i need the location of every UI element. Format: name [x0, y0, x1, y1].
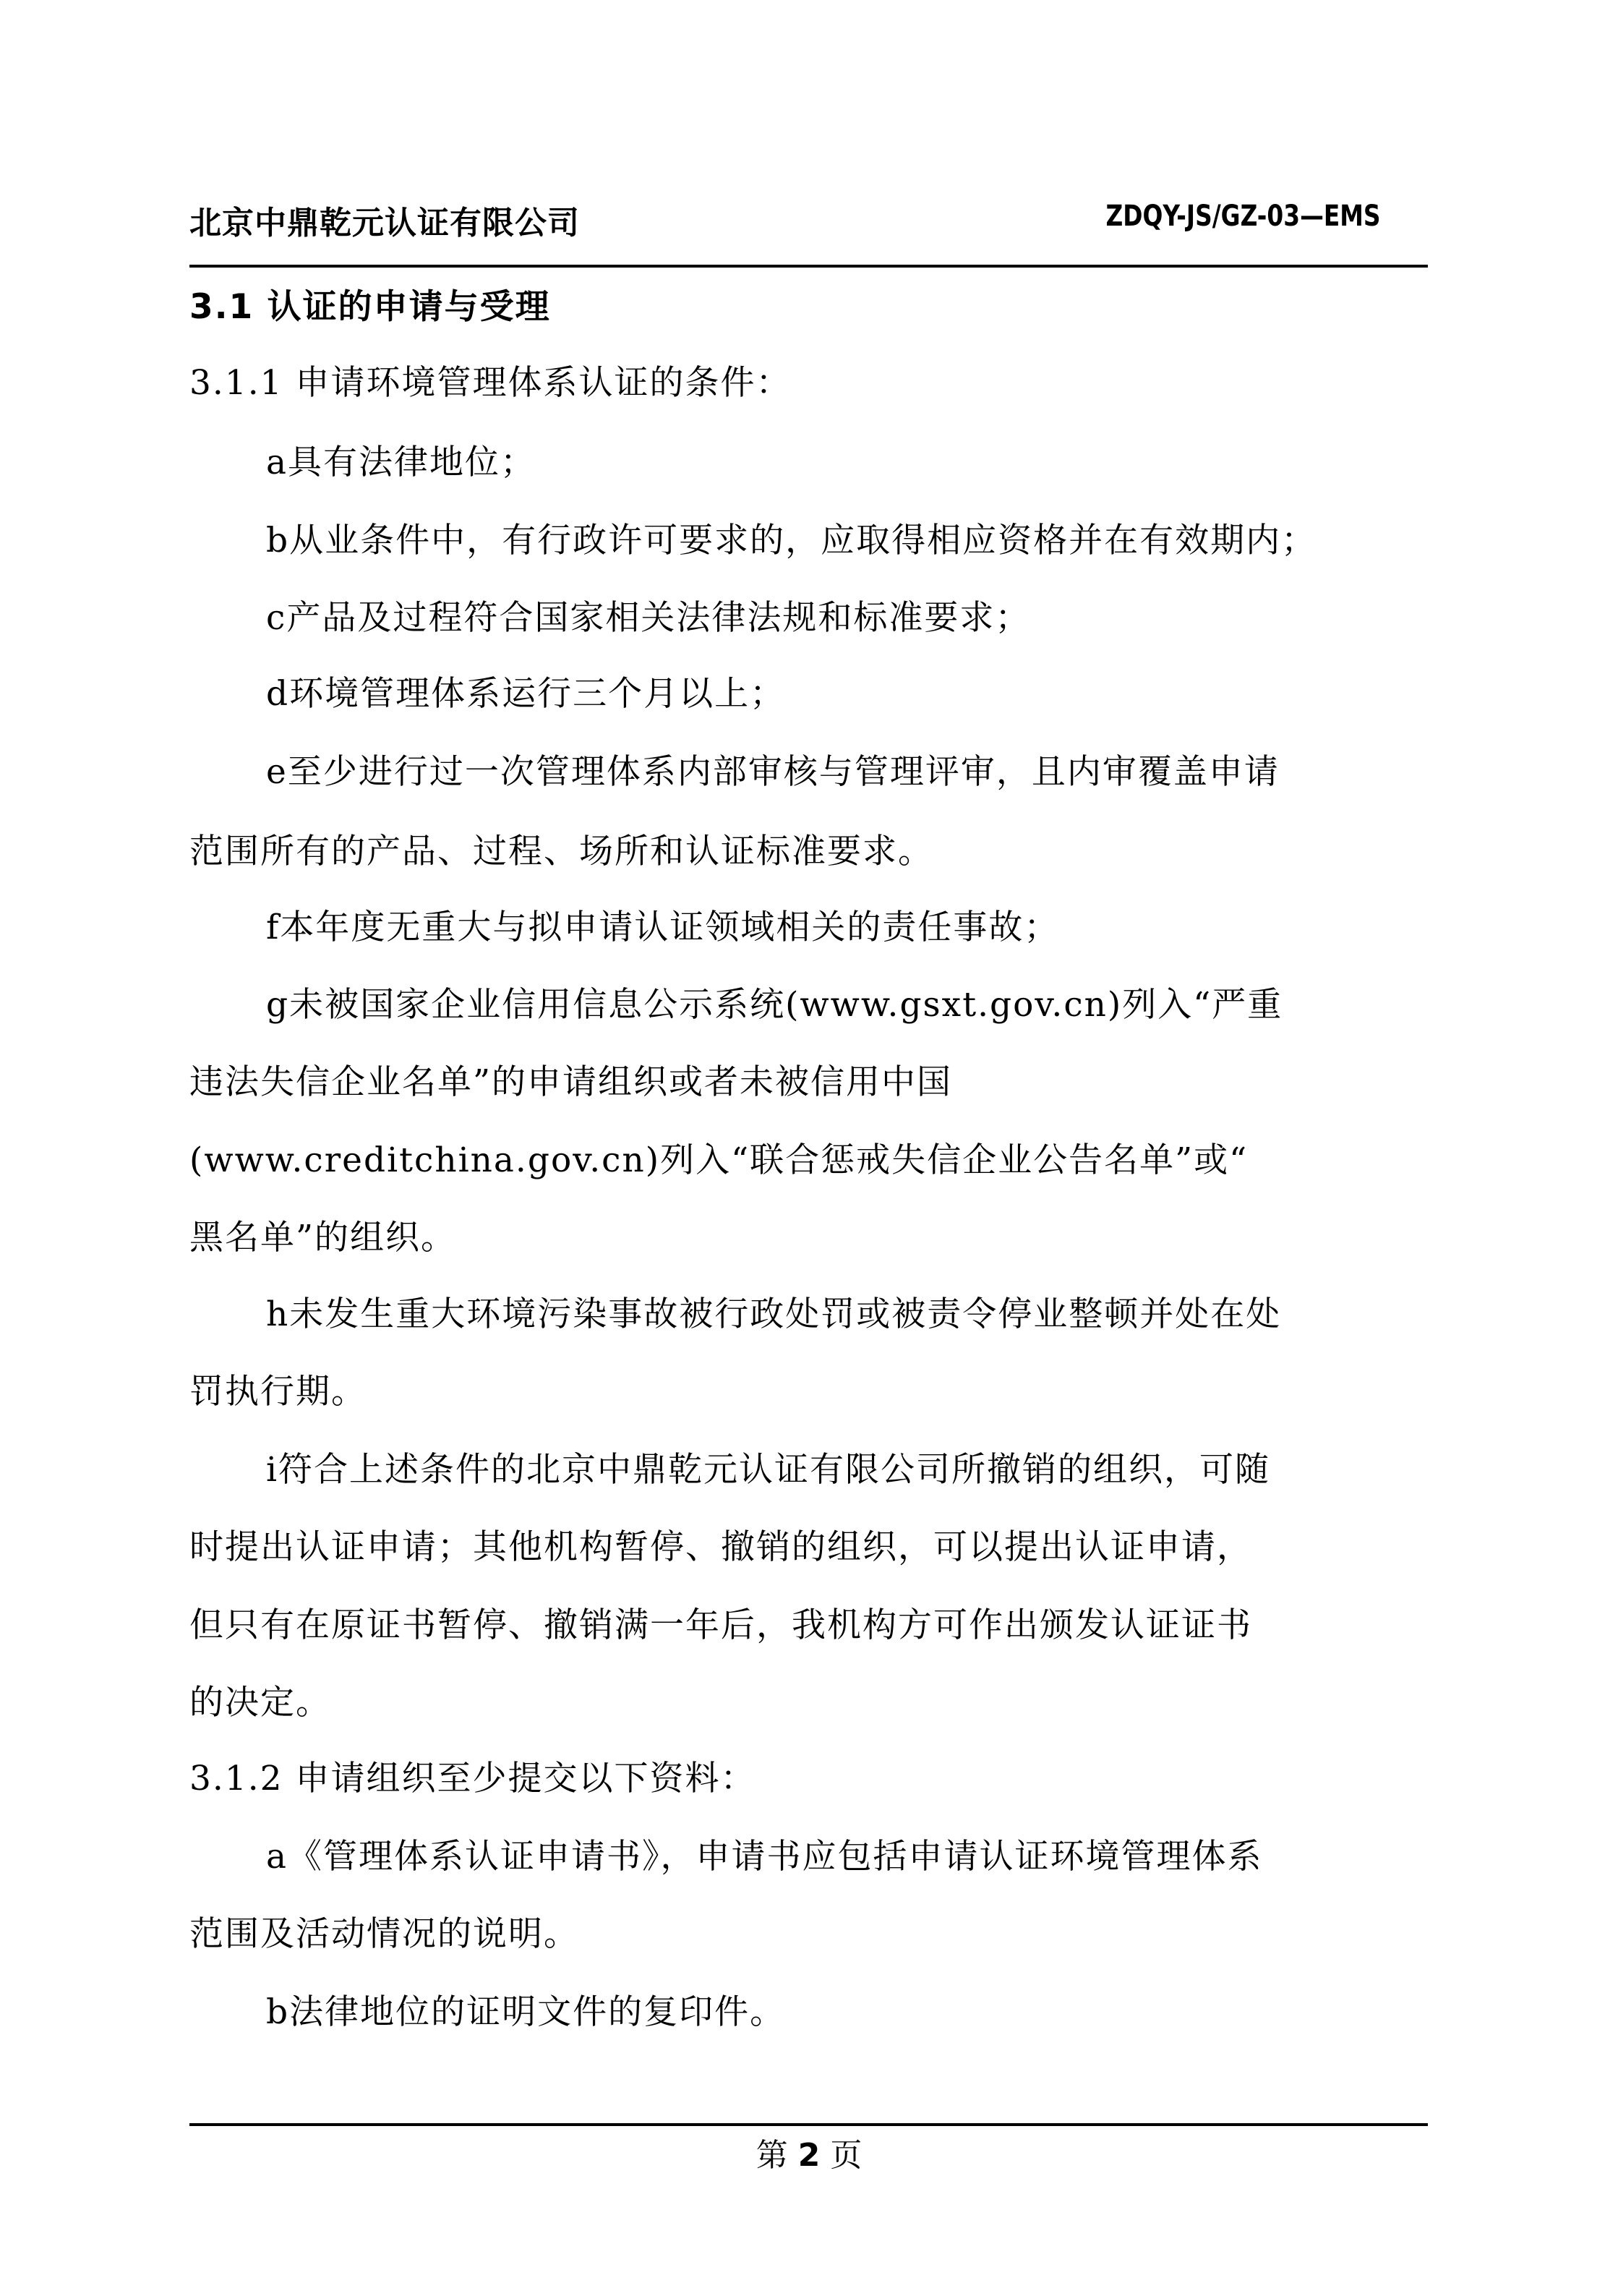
paragraph-line: 的决定。 [189, 1683, 331, 1723]
page-label-suffix: 页 [830, 2137, 862, 2174]
subsection-title: 3.1.2 申请组织至少提交以下资料： [189, 1759, 756, 1798]
paragraph-line: (www.creditchina.gov.cn)列入“联合惩戒失信企业公告名单”或“ [189, 1140, 1249, 1180]
paragraph-line: g未被国家企业信用信息公示系统(www.gsxt.gov.cn)列入“严重 [266, 985, 1283, 1025]
section-heading: 3.1 认证的申请与受理 [189, 287, 551, 327]
paragraph-line: c产品及过程符合国家相关法律法规和标准要求； [266, 598, 1031, 638]
paragraph-line: 范围及活动情况的说明。 [189, 1914, 579, 1954]
paragraph-line: h未发生重大环境污染事故被行政处罚或被责令停业整顿并处在处 [266, 1294, 1282, 1334]
footer-divider [189, 2123, 1428, 2126]
paragraph-line: 罚执行期。 [189, 1372, 367, 1412]
paragraph-line: 但只有在原证书暂停、撤销满一年后，我机构方可作出颁发认证证书 [189, 1605, 1252, 1645]
paragraph-line: 范围所有的产品、过程、场所和认证标准要求。 [189, 832, 933, 871]
paragraph-line: f本年度无重大与拟申请认证领域相关的责任事故； [266, 908, 1060, 947]
page-number: 2 [797, 2137, 821, 2174]
paragraph-line: b法律地位的证明文件的复印件。 [266, 1992, 786, 2032]
paragraph-line: 黑名单”的组织。 [189, 1218, 457, 1258]
paragraph-line: e至少进行过一次管理体系内部审核与管理评审，且内审覆盖申请 [266, 752, 1280, 792]
page-label-prefix: 第 [756, 2137, 788, 2174]
document-code: ZDQY-JS/GZ-03—EMS [1105, 200, 1381, 233]
paragraph-line: d环境管理体系运行三个月以上； [266, 674, 786, 714]
paragraph-line: b从业条件中，有行政许可要求的，应取得相应资格并在有效期内； [266, 521, 1317, 560]
paragraph-line: 时提出认证申请；其他机构暂停、撤销的组织，可以提出认证申请， [189, 1527, 1252, 1567]
paragraph-line: a具有法律地位； [266, 443, 536, 482]
header-divider [189, 265, 1428, 268]
paragraph-line: 违法失信企业名单”的申请组织或者未被信用中国 [189, 1062, 953, 1102]
subsection-title: 3.1.1 申请环境管理体系认证的条件： [189, 363, 792, 403]
company-name: 北京中鼎乾元认证有限公司 [189, 205, 580, 242]
paragraph-line: i符合上述条件的北京中鼎乾元认证有限公司所撤销的组织，可随 [266, 1450, 1271, 1490]
page-footer [0, 2129, 1618, 2175]
paragraph-line: a《管理体系认证申请书》，申请书应包括申请认证环境管理体系 [266, 1837, 1263, 1877]
